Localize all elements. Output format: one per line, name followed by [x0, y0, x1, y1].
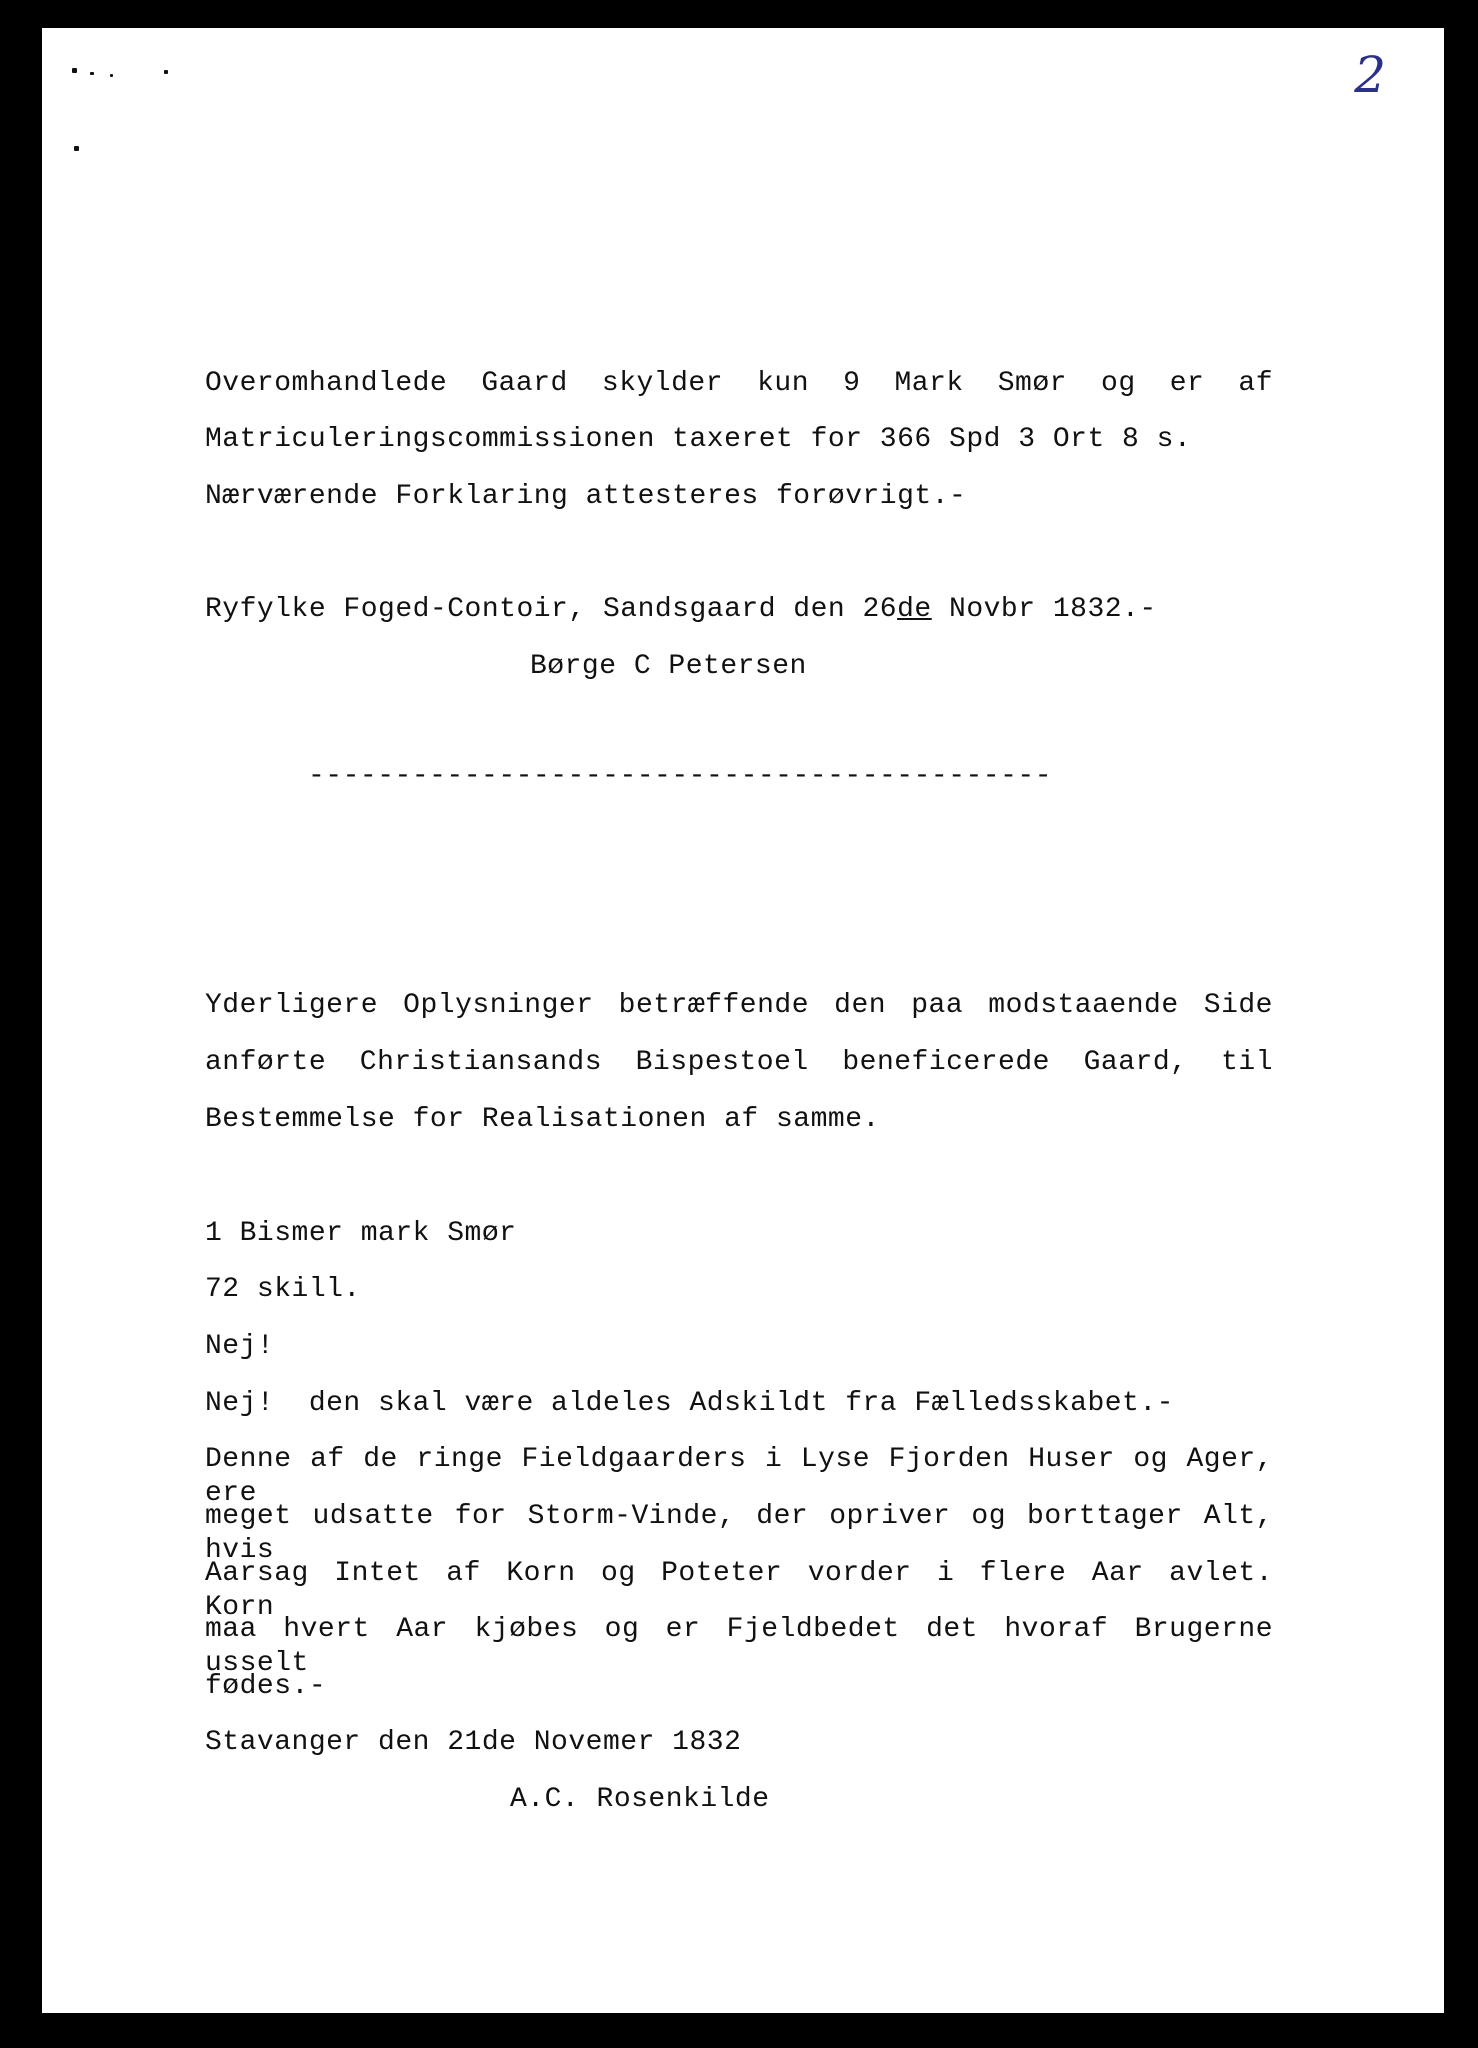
place-date-prefix: Ryfylke Foged-Contoir, Sandsgaard den 26 — [205, 594, 898, 625]
signature: Børge C Petersen — [530, 651, 807, 682]
place-date-underlined: de — [897, 594, 932, 625]
separator-line: ------------------------------------------- — [308, 761, 1053, 792]
answer-line: Nej! den skal være aldeles Adskildt fra Fælledsskabet.- — [205, 1388, 1174, 1419]
place-date-line — [205, 593, 1157, 627]
scan-speck — [110, 74, 113, 77]
text-line: meget udsatte for Storm-Vinde, der opriver og borttager Alt, hvis — [205, 1501, 1273, 1566]
text-line: maa hvert Aar kjøbes og er Fjeldbedet det hvoraf Brugerne usselt — [205, 1614, 1273, 1679]
scan-speck — [72, 68, 77, 73]
text-line: Overomhandlede Gaard skylder kun 9 Mark Smør og er af — [205, 368, 1273, 399]
page-number: 2 — [1354, 46, 1386, 104]
scan-speck — [74, 146, 79, 151]
scan-speck — [164, 70, 168, 74]
answer-line: 1 Bismer mark Smør — [205, 1218, 517, 1249]
text-line: anførte Christiansands Bispestoel beneficerede Gaard, til — [205, 1047, 1273, 1078]
text-line: Aarsag Intet af Korn og Poteter vorder i flere Aar avlet. Korn — [205, 1558, 1273, 1623]
answer-line: Nej! — [205, 1331, 275, 1362]
text-line: Yderligere Oplysninger betræffende den paa modstaaende Side — [205, 990, 1273, 1021]
place-date-suffix: Novbr 1832.- — [931, 594, 1157, 625]
place-date-line: Stavanger den 21de Novemer 1832 — [205, 1727, 742, 1758]
scan-speck — [90, 72, 94, 75]
text-line: fødes.- — [205, 1671, 327, 1702]
text-line: Denne af de ringe Fieldgaarders i Lyse Fjorden Huser og Ager, ere — [205, 1444, 1273, 1509]
text-line: Nærværende Forklaring attesteres forøvrigt.- — [205, 481, 967, 512]
text-line: Bestemmelse for Realisationen af samme. — [205, 1104, 880, 1135]
signature: A.C. Rosenkilde — [510, 1784, 770, 1815]
answer-line: 72 skill. — [205, 1274, 361, 1305]
text-line: Matriculeringscommissionen taxeret for 366 Spd 3 Ort 8 s. — [205, 424, 1192, 455]
